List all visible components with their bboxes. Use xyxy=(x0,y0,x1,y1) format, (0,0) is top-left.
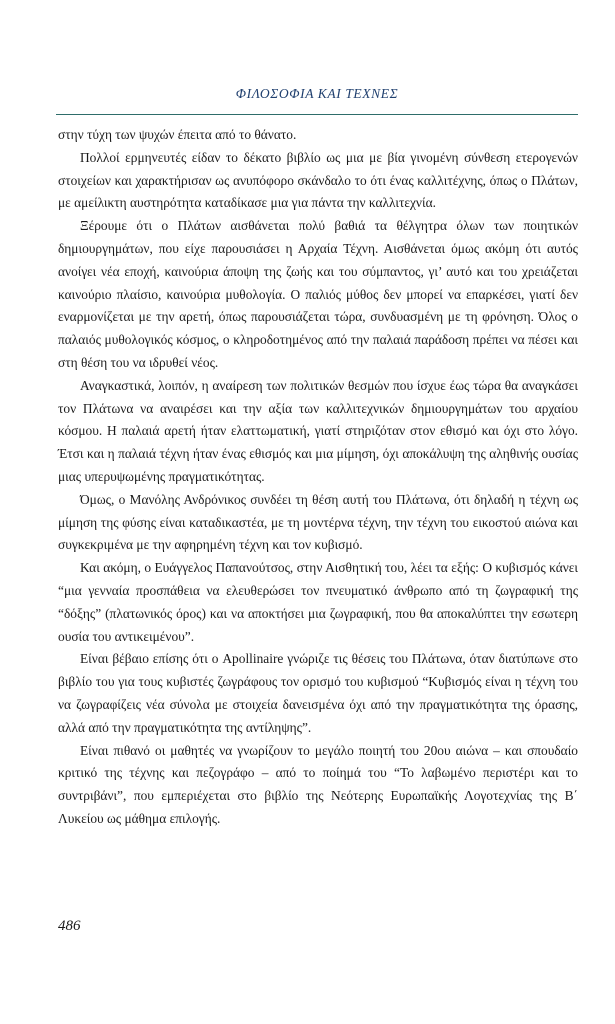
paragraph-3: Ξέρουμε ότι ο Πλάτων αισθάνεται πολύ βαθιά τα θέλγητρα όλων των ποιητικών δημιουργημάτων, που είχε παρουσιάσει η Αρχαία Τέχνη. Αισθάνεται όμως ακόμη ότι αυτός ανοίγει νέα εποχή, καινούρια άποψη της ζωής και του σύμπαντος, γι’ αυτό και του χρειάζεται καινούριο πλαίσιο, καινούρια μυθολογία. Ο παλιός μύθος δεν μπορεί να επαρκέσει, γιατί δεν εναρμονίζεται με την αρετή, όπως παρουσιάζεται τώρα, συνδυασμένη με τη φρόνηση. Όλος ο παλαιός μυθολογικός κόσμος, ο κληροδοτημένος από την παλαιά παράδοση πρέπει να πέσει και στη θέση του να ιδρυθεί νέος. xyxy=(58,218,578,370)
paragraph-7: Είναι βέβαιο επίσης ότι ο Apollinaire γνώριζε τις θέσεις του Πλάτωνα, όταν διατύπωνε στο βιβλίο του για τους κυβιστές ζωγράφους τον ορισμό του κυβισμού “Κυβισμός είναι η τέχνη του να ζωγραφίζεις νέα σύνολα με στοιχεία δανεισμένα όχι από την πραγματικότητα της όρασης, αλλά από την πραγματικότητα της αντίληψης”. xyxy=(58,651,578,735)
header-rule xyxy=(56,114,578,115)
paragraph-1: στην τύχη των ψυχών έπειτα από το θάνατο. xyxy=(58,127,297,142)
page-number: 486 xyxy=(58,918,81,934)
paragraph-4: Αναγκαστικά, λοιπόν, η αναίρεση των πολιτικών θεσμών που ίσχυε έως τώρα θα αναγκάσει τον Πλάτωνα να αναιρέσει και την αξία των καλλιτεχνικών δημιουργημάτων του αρχαίου κόσμου. Η παλαιά αρετή ήταν ελαττωματική, γιατί στηριζόταν στον εθισμό και όχι στο λόγο. Έτσι και η παλαιά τέχνη ήταν ένας εθισμός και μια μίμηση, όχι αποκάλυψη της αληθινής ουσίας μιας υπερυψωμένης πραγματικότητας. xyxy=(58,377,578,484)
paragraph-5: Όμως, ο Μανόλης Ανδρόνικος συνδέει τη θέση αυτή του Πλάτωνα, ότι δηλαδή η τέχνη ως μίμηση της φύσης είναι καταδικαστέα, με τη μοντέρνα τέχνη, την τέχνη του εικοστού αιώνα και συγκεκριμένα με την αφηρημένη τέχνη και τον κυβισμό. xyxy=(58,491,578,553)
paragraph-6: Και ακόμη, ο Ευάγγελος Παπανούτσος, στην Αισθητική του, λέει τα εξής: Ο κυβισμός κάνει “μια γενναία προσπάθεια να ελευθερώσει τον πνευματικό άνθρωπο από τη ζωγραφική της “δόξης” (πλατωνικός όρος) και να αποκτήσει μια ζωγραφική, που θα αποκαλύπτει την εσωτερη ουσία του αντικειμένου”. xyxy=(58,560,578,644)
paragraph-2: Πολλοί ερμηνευτές είδαν το δέκατο βιβλίο ως μια με βία γινομένη σύνθεση ετερογενών στοιχείων και χαρακτήρισαν ως ανυπόφορο σκάνδαλο το ότι ένας καλλιτέχνης, όπως ο Πλάτων, με αμείλικτη αυστηρότητα καταδίκασε μια για πάντα την καλλιτεχνία. xyxy=(58,149,578,211)
paragraph-8: Είναι πιθανό οι μαθητές να γνωρίζουν το μεγάλο ποιητή του 20ου αιώνα – και σπουδαίο κριτικό της τέχνης και πεζογράφο – από το ποίημά του “Το λαβωμένο περιστέρι και το συντριβάνι”, που εμπεριέχεται στο βιβλίο της Νεότερης Ευρωπαϊκής Λογοτεχνίας της Β΄ Λυκείου ως μάθημα επιλογής. xyxy=(58,742,578,826)
running-header: ΦΙΛΟΣΟΦΙΑ ΚΑΙ ΤΕΧΝΕΣ xyxy=(235,86,399,101)
body-text xyxy=(58,124,578,831)
